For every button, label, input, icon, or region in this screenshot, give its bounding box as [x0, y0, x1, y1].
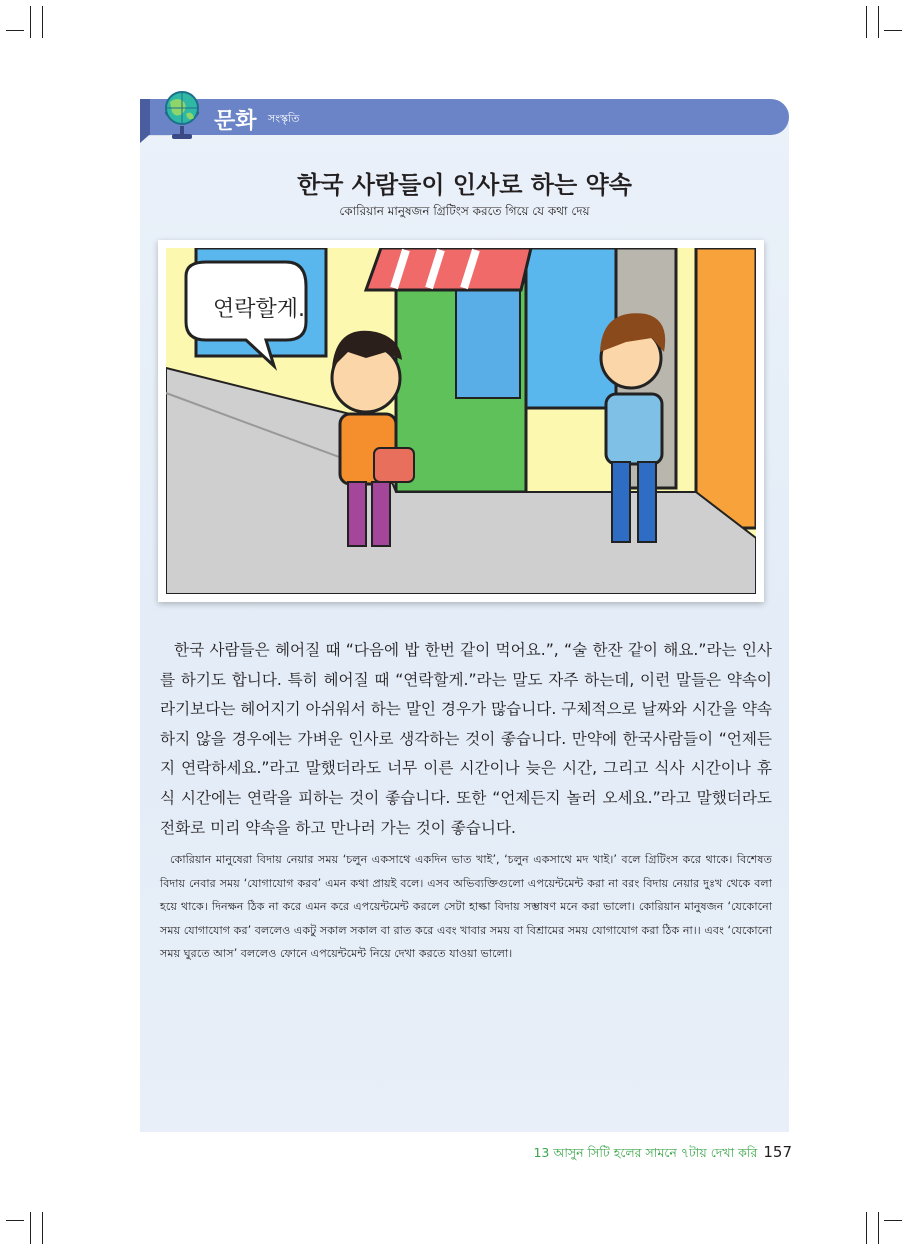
crop-mark [6, 30, 24, 31]
globe-icon [158, 88, 206, 142]
crop-mark [6, 1220, 24, 1221]
page-footer [533, 1143, 792, 1165]
body-korean [160, 636, 772, 843]
speech-bubble-text: 연락할게. [212, 297, 305, 322]
body-bengali-paragraph: কোরিয়ান মানুষেরা বিদায় নেয়ার সময় ‘চলুন একসাথে একদিন ভাত খাই’, ‘চলুন একসাথে মদ খাই।’ বলে গ্রিটিংস করে থাকে। বিশেষত বিদায় নেবার সময় ‘যোগাযোগ করব’ এমন কথা প্রায়ই বলে। এসব অভিব্যক্তিগুলো এপয়েন্টমেন্ট করা না বরং বিদায় নেয়ার দুঃখ থেকে বলা হয়ে থাকে। দিনক্ষন ঠিক না করে এমন করে এপয়েন্টমেন্ট করলে সেটা হাল্কা বিদায় সম্ভাষণ মনে করা ভালো। কোরিয়ান মানুষজন ‘যেকোনো সময় যোগাযোগ কর’ বললেও একটু সকাল সকাল বা রাত করে এবং খাবার সময় বা বিশ্রামের সময় যোগাযোগ করা ঠিক না।। এবং ‘যেকোনো সময় ঘুরতে আস’ বললেও ফোনে এপয়েন্টমেন্ট নিয়ে দেখা করতে যাওয়া ভালো। [160, 853, 772, 961]
article-subtitle: কোরিয়ান মানুষজন গ্রিটিংস করতে গিয়ে যে কথা দেয় [339, 204, 590, 218]
body-bengali [160, 848, 772, 966]
illustration [158, 240, 764, 602]
article-title: 한국 사람들이 인사로 하는 약속 [297, 171, 632, 199]
crop-mark [30, 1212, 31, 1244]
section-subtitle: সংস্কৃতি [268, 112, 300, 125]
crop-mark [42, 1212, 43, 1244]
section-title: 문화 [214, 109, 257, 134]
crop-mark [866, 1212, 867, 1244]
crop-mark [866, 6, 867, 38]
crop-mark [878, 6, 879, 38]
body-korean-paragraph: 한국 사람들은 헤어질 때 “다음에 밥 한번 같이 먹어요.”, “술 한잔 같이 해요.”라는 인사를 하기도 합니다. 특히 헤어질 때 “연락할게.”라는 말도 자주 하는데, 이런 말들은 약속이라기보다는 헤어지기 아쉬워서 하는 말인 경우가 많습니다. 구체적으로 날짜와 시간을 약속하지 않을 경우에는 가벼운 인사로 생각하는 것이 좋습니다. 만약에 한국사람들이 “언제든지 연락하세요.”라고 말했더라도 너무 이른 시간이나 늦은 시간, 그리고 식사 시간이나 휴식 시간에는 연락을 피하는 것이 좋습니다. 또한 “언제든지 놀러 오세요.”라고 말했더라도 전화로 미리 약속을 하고 만나러 가는 것이 좋습니다. [160, 641, 772, 837]
crop-mark [884, 30, 902, 31]
crop-mark [42, 6, 43, 38]
crop-mark [878, 1212, 879, 1244]
page-number: 157 [763, 1143, 792, 1161]
crop-mark [884, 1220, 902, 1221]
crop-mark [30, 6, 31, 38]
footer-chapter: 13 আসুন সিটি হলের সামনে ৭টায় দেখা করি [533, 1145, 758, 1160]
